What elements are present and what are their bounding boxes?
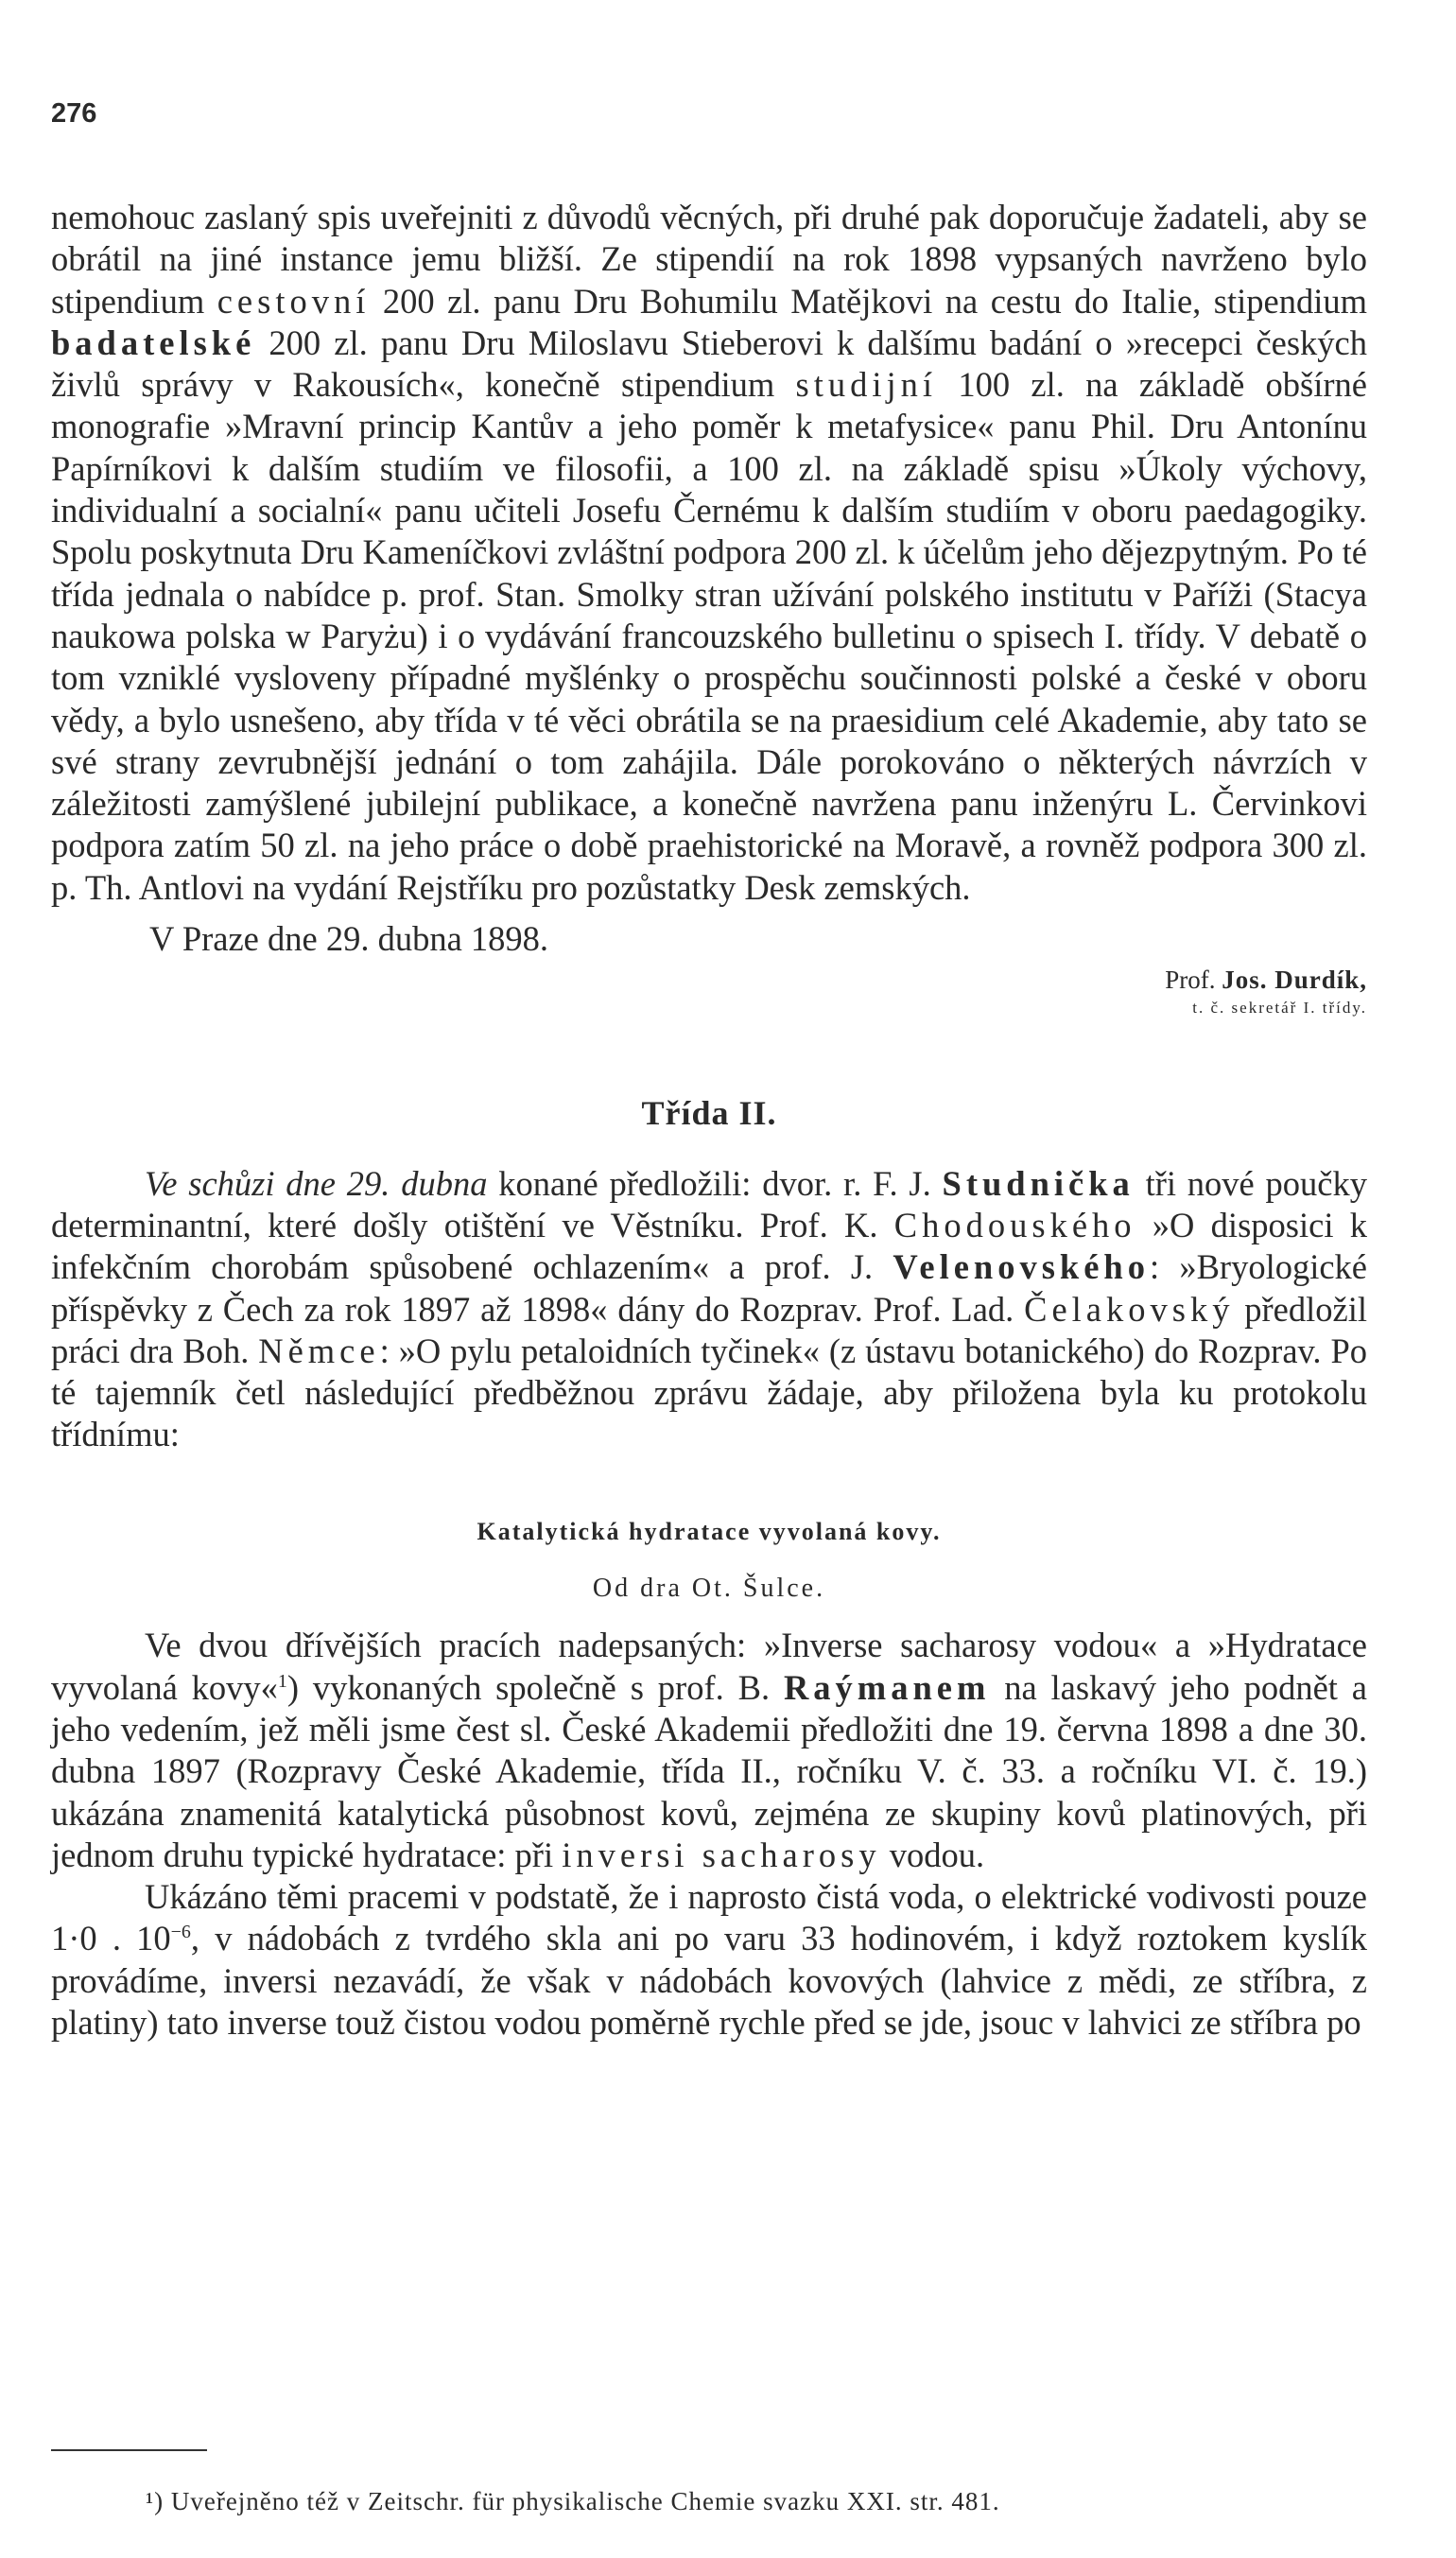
footnote-divider bbox=[51, 2449, 207, 2451]
article-author: Od dra Ot. Šulce. bbox=[592, 1574, 826, 1604]
intro-paragraph bbox=[51, 197, 1367, 909]
name-raymanem: Raýmanem bbox=[783, 1667, 991, 1707]
article-p1-text-1: Ve dvou dřívějších pracích nadepsaných: »Inverse sacharosy vodou« a »Hydratace vyvolaná kovy« bbox=[51, 1626, 1367, 1707]
name-chodouskeho: Chodouského bbox=[893, 1205, 1136, 1244]
exponent: −6 bbox=[170, 1922, 191, 1943]
name-velenovskeho: Velenovského bbox=[893, 1247, 1150, 1287]
session-intro: Ve schůzi dne 29. dubna bbox=[145, 1163, 488, 1203]
intro-text-4: 100 zl. na základě obšírné monografie »Mravní princip Kantův a jeho poměr k metafysice« panu Phil. Dru Antonínu Papírníkovi k dalším studiím ve filosofii, a 100 zl. na základě spisu »Úkoly výchovy, individualní a socialní« panu učiteli Josefu Černému k dalším studiím v oboru paedagogiky. Spolu poskytnuta Dru Kameníčkovi zvláštní podpora 200 zl. k účelům jeho dějezpytným. Po té třída jednala o nabídce p. prof. Stan. Smolky stran užívání polského institutu v Paříži (Stacya naukowa polska w Paryżu) i o vydávání francouzského bulletinu o spisech I. třídy. V debatě o tom vzniklé vysloveny případné myšlénky o prospěchu součinnosti polské a české v oboru vědy, a bylo usnešeno, aby třída v té věci obrátila se na praesidium celé Akademie, aby tato se své strany zevrubnější jednání o tom zahájila. Dále porokováno o některých návrzích v záležitosti zamýšlené jubilejní publikace, a konečně navržena panu inženýru L. Červinkovi podpora zatím 50 zl. na jeho práce o době praehistorické na Moravě, a rovněž podpora 300 zl. p. Th. Antlovi na vydání Rejstříku pro pozůstatky Desk zemských. bbox=[51, 365, 1368, 907]
session-text-6: : »O pylu petaloidních tyčinek« (z ústavu botanického) do Rozprav. Po té tajemník četl následující předběžnou zprávu žádaje, aby přiložena byla ku protokolu třídnímu: bbox=[51, 1331, 1367, 1454]
term-badatelske: badatelské bbox=[51, 322, 256, 362]
article-p2-text-1: Ukázáno těmi pracemi v podstatě, že i naprosto čistá voda, o elektrické vodivosti pouze 1·0 . 10 bbox=[51, 1877, 1367, 1958]
term-inversi-sacharosy: inversi sacharosy bbox=[562, 1835, 881, 1874]
intro-text-3: 200 zl. panu Dru Miloslavu Stieberovi k dalšímu badání o »recepci českých živlů správy v Rakousích«, konečně stipendium bbox=[51, 322, 1367, 405]
date-line: V Praze dne 29. dubna 1898. bbox=[149, 919, 549, 959]
session-text-1: konané předložili: dvor. r. F. J. bbox=[487, 1163, 943, 1203]
signature-prefix: Prof. bbox=[1165, 966, 1222, 995]
signature-name-line bbox=[51, 966, 1367, 994]
session-text-3: »O disposici k infekčním chorobám spůsobené ochlazením« a prof. J. bbox=[51, 1205, 1367, 1287]
article-p2-text-2: , v nádobách z tvrdého skla ani po varu 33 hodinovém, i když roztokem kyslík provádíme, inversi nezavádí, že však v nádobách kovových (lahvice z mědi, ze stříbra, z platiny) tato inverse touž čistou vodou poměrně rychle před se jde, jsouc v lahvici ze stříbra po bbox=[51, 1919, 1367, 2042]
page-number: 276 bbox=[51, 98, 97, 129]
document-page bbox=[51, 0, 1367, 2558]
name-nemce: Němce bbox=[258, 1331, 380, 1370]
session-text-5: předložil práci dra Boh. bbox=[51, 1289, 1367, 1370]
name-celakovsky: Čelakovský bbox=[1024, 1289, 1235, 1329]
footnote-mark: ¹ bbox=[146, 2487, 155, 2515]
article-title: Katalytická hydratace vyvolaná kovy. bbox=[477, 1517, 942, 1545]
article-paragraph-1 bbox=[51, 1625, 1367, 1876]
intro-text-1: nemohouc zaslaný spis uveřejniti z důvodů věcných, při druhé pak doporučuje žadateli, aby se obrátil na jiné instance jemu bližší. Ze stipendií na rok 1898 vypsaných navrženo bylo stipendium bbox=[51, 198, 1367, 321]
section-title: Třída II. bbox=[641, 1094, 777, 1133]
session-text-2: tři nové poučky determinantní, které došly otištění ve Věstníku. Prof. K. bbox=[51, 1163, 1367, 1244]
term-studijni: studijní bbox=[795, 365, 938, 405]
article-p1-text-3: na laskavý jeho podnět a jeho vedením, jež měli jsme čest sl. České Akademii předložiti dne 19. června 1898 a dne 30. dubna 1897 (Rozpravy České Akademie, třída II., ročníku V. č. 33. a ročníku VI. č. 19.) ukázána znamenitá katalytická působnost kovů, zejména ze skupiny kovů platinových, při jednom druhu typické hydratace: při bbox=[51, 1667, 1367, 1874]
article-p1-text-2: ) vykonaných společně s prof. B. bbox=[286, 1667, 784, 1707]
intro-text-2: 200 zl. panu Dru Bohumilu Matějkovi na cestu do Italie, stipendium bbox=[370, 281, 1368, 321]
session-paragraph bbox=[51, 1163, 1367, 1456]
footnote-reference: 1 bbox=[277, 1670, 287, 1692]
name-studnicka: Studnička bbox=[942, 1163, 1135, 1203]
footnote bbox=[146, 2487, 1000, 2516]
footnote-text: ) Uveřejněno též v Zeitschr. für physikalische Chemie svazku XXI. str. 481. bbox=[154, 2487, 1000, 2515]
body-text bbox=[51, 197, 1367, 2044]
article-paragraph-2 bbox=[51, 1876, 1367, 2044]
signature bbox=[51, 966, 1367, 1022]
signature-name: Jos. Durdík, bbox=[1222, 966, 1367, 995]
session-text-4: : »Bryologické příspěvky z Čech za rok 1897 až 1898« dány do Rozprav. Prof. Lad. bbox=[51, 1247, 1367, 1329]
term-cestovni: cestovní bbox=[217, 281, 371, 321]
signature-role: t. č. sekretář I. třídy. bbox=[1192, 999, 1367, 1018]
article-p1-text-4: vodou. bbox=[880, 1835, 985, 1874]
